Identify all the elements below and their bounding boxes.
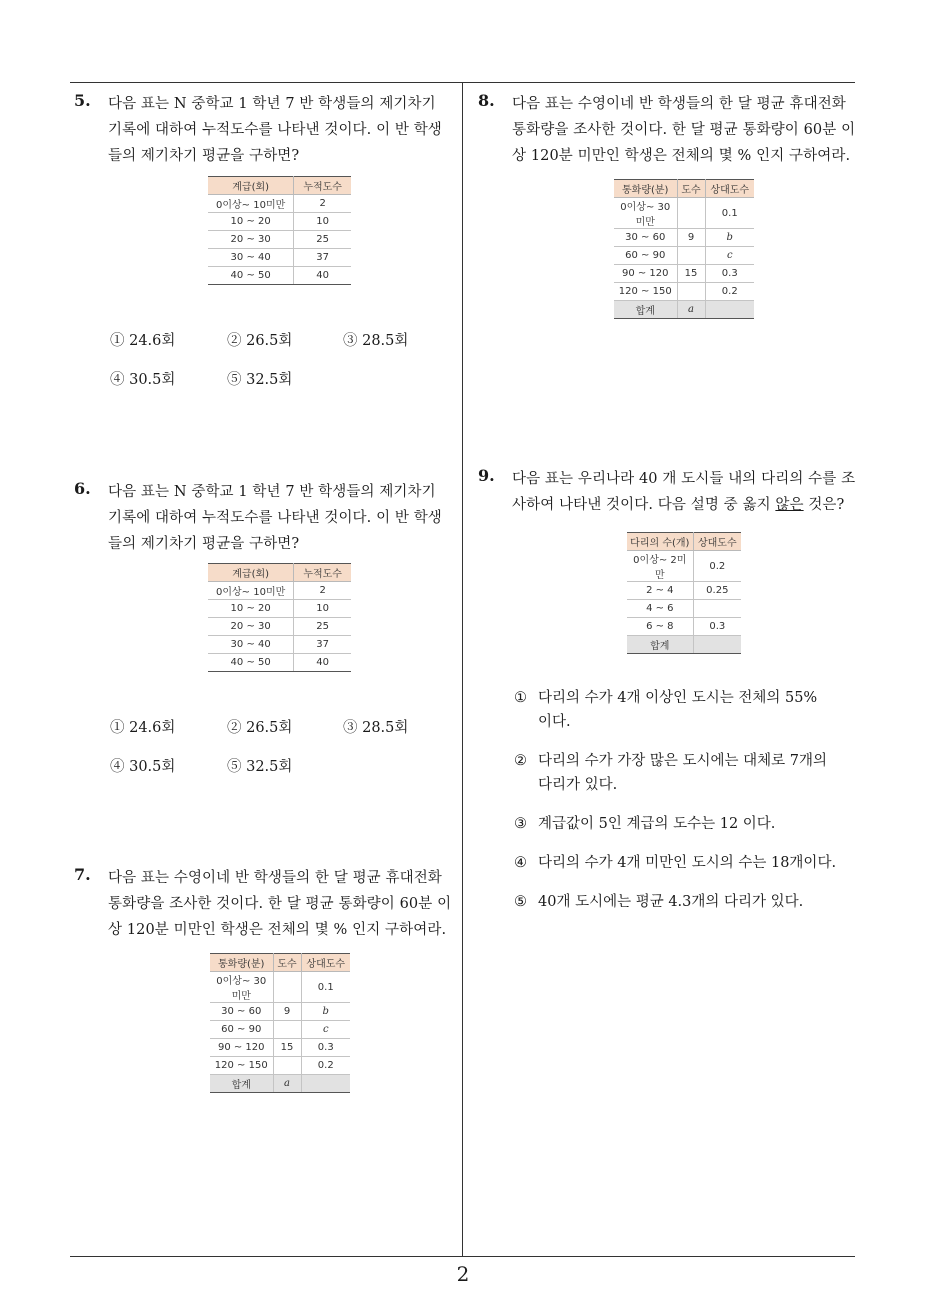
bridge-count-table [627,532,741,654]
table-cell: 0.1 [705,198,754,229]
option-line: 다리의 수가 가장 많은 도시에는 대체로 7개의 [538,753,828,769]
table-cell: a [273,1075,301,1093]
table-cell [273,972,301,1003]
table-cell: 0이상~ 10미만 [208,582,294,600]
table-cell: a [677,301,705,319]
table-cell: 25 [294,231,351,249]
column-divider [462,82,463,1256]
answer-options [514,686,836,929]
question-line: 다음 표는 수영이네 반 학생들의 한 달 평균 휴대전화 [512,96,846,112]
table-cell: 합계 [210,1075,273,1093]
question-line: 다음 표는 N 중학교 1 학년 7 반 학생들의 제기차기 [108,96,436,112]
table-cell: 4 ~ 6 [627,600,693,618]
table-cell: 10 [294,213,351,231]
relative-frequency-table [210,953,350,1093]
table-cell: 6 ~ 8 [627,618,693,636]
table-cell: 30 ~ 60 [614,229,677,247]
question-text [108,865,451,943]
question-number: 8. [478,91,495,110]
table-cell: 40 [294,267,351,285]
table-cell: 40 ~ 50 [208,267,294,285]
question-text-part: 것은? [803,497,845,513]
option-1[interactable] [514,686,836,734]
table-cell: 30 ~ 60 [210,1003,273,1021]
page-number: 2 [456,1262,470,1286]
table-cell: 120 ~ 150 [210,1057,273,1075]
table-cell [677,247,705,265]
option-3[interactable]: ③ 28.5회 [343,720,409,736]
option-marker: ④ [514,855,527,871]
question-line: 상 120분 미만인 학생은 전체의 몇 % 인지 구하여라. [108,922,447,938]
table-cell: 37 [294,249,351,267]
table-cell: 0.3 [705,265,754,283]
table-row [210,1021,350,1039]
option-1[interactable]: ① 24.6회 [110,333,176,349]
table-header: 도수 [273,954,301,972]
table-cell: 0.3 [301,1039,350,1057]
option-2[interactable]: ② 26.5회 [227,333,293,349]
bottom-rule [70,1256,855,1257]
table-cell: 0.3 [693,618,741,636]
cumulative-frequency-table [208,563,351,672]
question-line: 다음 표는 우리나라 40 개 도시들 내의 다리의 수를 조 [512,471,856,487]
table-cell: 60 ~ 90 [210,1021,273,1039]
table-cell: 합계 [614,301,677,319]
table-cell: 10 ~ 20 [208,213,294,231]
table-cell: 9 [677,229,705,247]
table-total-row [210,1075,350,1093]
question-line: 들의 제기차기 평균을 구하면? [108,536,300,552]
table-total-row [627,636,741,654]
table-header: 통화량(분) [614,180,677,198]
table-row [210,972,350,1003]
table-cell: 2 ~ 4 [627,582,693,600]
table-cell: 10 [294,600,351,618]
table-cell: 0이상~ 30미만 [210,972,273,1003]
table-row [210,1057,350,1075]
option-line: 다리의 수가 4개 이상인 도시는 전체의 55% [538,690,818,706]
table-cell: 37 [294,636,351,654]
table-row [614,247,754,265]
table-cell: 2 [294,195,351,213]
table-cell: 0.2 [705,283,754,301]
table-row [208,249,351,267]
table-cell: 20 ~ 30 [208,618,294,636]
question-number: 9. [478,466,495,485]
question-line: 기록에 대하여 누적도수를 나타낸 것이다. 이 반 학생 [108,122,442,138]
table-cell: 90 ~ 120 [614,265,677,283]
table-header: 다리의 수(개) [627,533,693,551]
question-text [512,466,855,518]
option-4[interactable]: ④ 30.5회 [110,759,176,775]
table-cell: 25 [294,618,351,636]
option-line: 다리가 있다. [538,777,618,793]
question-text-part: 사하여 나타낸 것이다. 다음 설명 중 옳지 [512,497,776,513]
underlined-word: 않은 [775,497,804,513]
table-row [208,231,351,249]
table-header: 누적도수 [294,564,351,582]
table-cell: 40 ~ 50 [208,654,294,672]
option-line: 40개 도시에는 평균 4.3개의 다리가 있다. [538,894,804,910]
table-cell [693,600,741,618]
table-row [627,618,741,636]
table-cell [301,1075,350,1093]
table-row [627,582,741,600]
question-number: 6. [74,479,91,498]
option-3[interactable] [514,812,836,836]
table-cell: 0.2 [693,551,741,582]
table-cell [677,198,705,229]
table-header: 계급(회) [208,564,294,582]
table-cell [705,301,754,319]
relative-frequency-table [614,179,754,319]
table-row [208,213,351,231]
table-row [208,636,351,654]
table-cell: 60 ~ 90 [614,247,677,265]
table-cell: 40 [294,654,351,672]
table-cell: 2 [294,582,351,600]
option-marker: ⑤ [514,894,527,910]
question-text [512,91,855,169]
table-cell: 0이상~ 10미만 [208,195,294,213]
table-cell [273,1057,301,1075]
table-header: 통화량(분) [210,954,273,972]
option-3[interactable]: ③ 28.5회 [343,333,409,349]
question-line: 다음 표는 수영이네 반 학생들의 한 달 평균 휴대전화 [108,870,442,886]
table-cell: 30 ~ 40 [208,636,294,654]
table-cell: 120 ~ 150 [614,283,677,301]
option-marker: ② [514,753,527,769]
table-header: 상대도수 [705,180,754,198]
cumulative-frequency-table [208,176,351,285]
table-cell [677,283,705,301]
question-text [108,91,442,169]
table-total-row [614,301,754,319]
table-cell: 0.1 [301,972,350,1003]
option-4[interactable]: ④ 30.5회 [110,372,176,388]
question-number: 7. [74,865,91,884]
table-cell: c [705,247,754,265]
table-row [614,198,754,229]
option-marker: ① [514,690,527,706]
table-cell: 9 [273,1003,301,1021]
table-row [208,267,351,285]
table-row [614,265,754,283]
table-cell: 0.2 [301,1057,350,1075]
option-1[interactable]: ① 24.6회 [110,720,176,736]
table-row [208,618,351,636]
question-line: 통화량을 조사한 것이다. 한 달 평균 통화량이 60분 이 [512,122,856,138]
table-row [208,654,351,672]
table-row [208,582,351,600]
option-line: 다리의 수가 4개 미만인 도시의 수는 18개이다. [538,855,837,871]
table-cell: 15 [273,1039,301,1057]
table-cell: 0이상~ 30미만 [614,198,677,229]
option-5[interactable] [514,890,836,914]
option-5[interactable]: ⑤ 32.5회 [227,372,293,388]
table-row [627,600,741,618]
option-marker: ③ [514,816,527,832]
option-line: 이다. [538,714,571,730]
table-cell: 10 ~ 20 [208,600,294,618]
table-row [614,283,754,301]
table-cell: 0이상~ 2미만 [627,551,693,582]
table-cell: 15 [677,265,705,283]
table-cell: 합계 [627,636,693,654]
table-row [614,229,754,247]
question-text [108,479,442,557]
table-header: 누적도수 [294,177,351,195]
question-line: 다음 표는 N 중학교 1 학년 7 반 학생들의 제기차기 [108,484,436,500]
table-cell: b [705,229,754,247]
table-row [627,551,741,582]
question-line: 들의 제기차기 평균을 구하면? [108,148,300,164]
table-cell: 20 ~ 30 [208,231,294,249]
table-cell: 90 ~ 120 [210,1039,273,1057]
table-header: 도수 [677,180,705,198]
option-2[interactable] [514,749,836,797]
table-cell: b [301,1003,350,1021]
table-row [208,600,351,618]
option-4[interactable] [514,851,836,875]
table-row [210,1039,350,1057]
option-5[interactable]: ⑤ 32.5회 [227,759,293,775]
question-number: 5. [74,91,91,110]
table-cell: 0.25 [693,582,741,600]
question-line [512,492,855,518]
table-header: 계급(회) [208,177,294,195]
table-cell: c [301,1021,350,1039]
table-cell: 30 ~ 40 [208,249,294,267]
question-line: 기록에 대하여 누적도수를 나타낸 것이다. 이 반 학생 [108,510,442,526]
option-2[interactable]: ② 26.5회 [227,720,293,736]
option-line: 계급값이 5인 계급의 도수는 12 이다. [538,816,776,832]
table-cell [273,1021,301,1039]
table-row [210,1003,350,1021]
question-line: 통화량을 조사한 것이다. 한 달 평균 통화량이 60분 이 [108,896,452,912]
table-header: 상대도수 [693,533,741,551]
question-line: 상 120분 미만인 학생은 전체의 몇 % 인지 구하여라. [512,148,851,164]
table-header: 상대도수 [301,954,350,972]
table-cell [693,636,741,654]
table-row [208,195,351,213]
